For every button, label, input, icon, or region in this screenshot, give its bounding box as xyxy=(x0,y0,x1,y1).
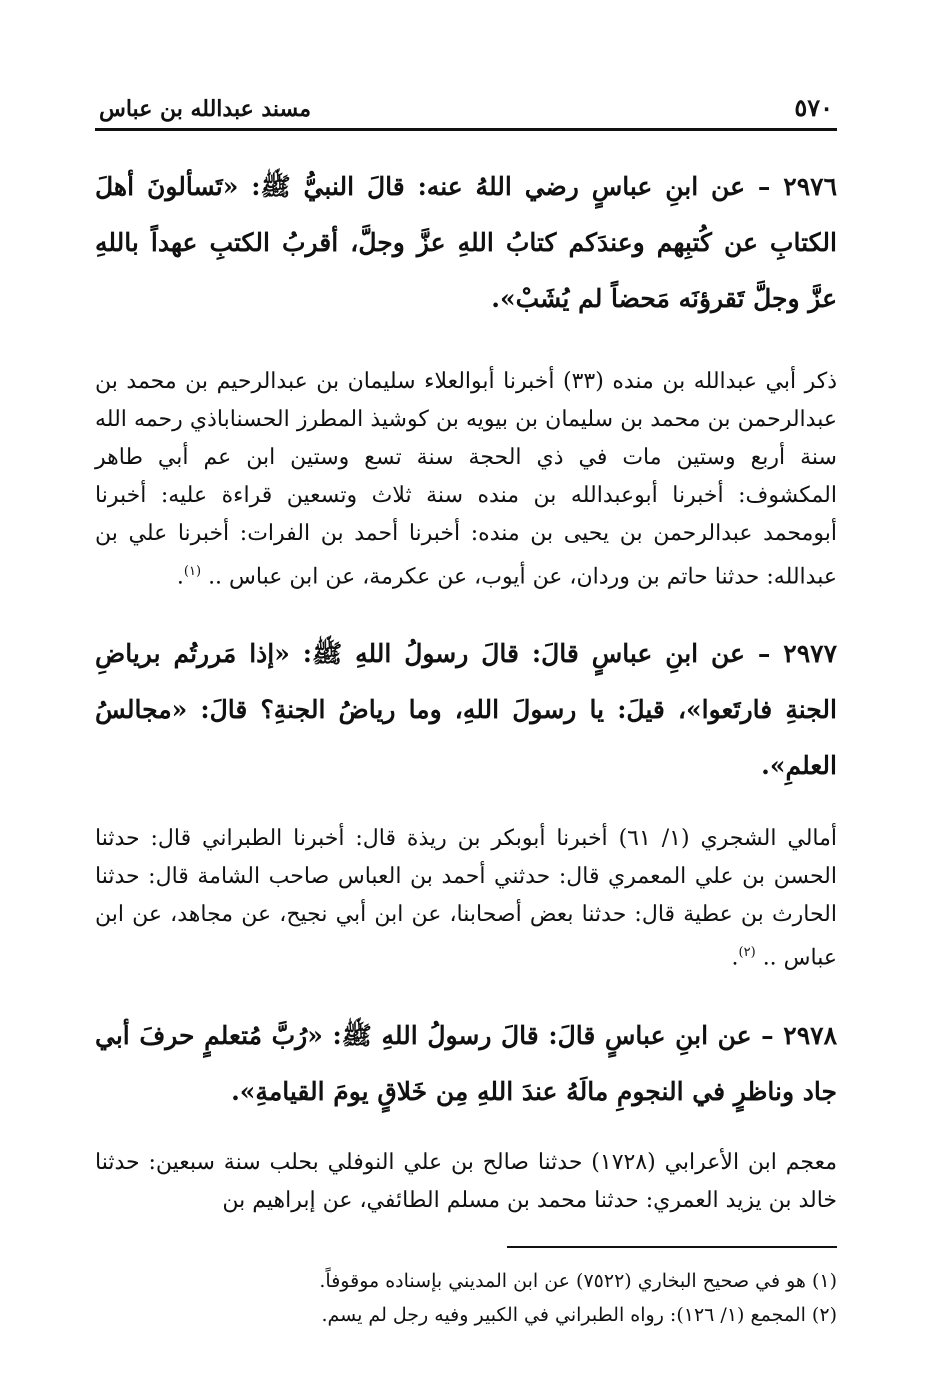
footnote: (١) هو في صحيح البخاري (٧٥٢٢) عن ابن المديني بإسناده موقوفاً. xyxy=(319,1269,837,1292)
footnote-ref: (٢) xyxy=(738,945,756,961)
book-title: مسند عبدالله بن عباس xyxy=(99,96,311,122)
book-page xyxy=(95,80,837,1332)
hadith-text: ٢٩٧٧ – عن ابنِ عباسٍ قالَ: قالَ رسولُ اللهِ ﷺ: «إذا مَررتُم برياضِ الجنةِ فارتَعوا»، قيلَ: يا رسولَ اللهِ، وما رياضُ الجنةِ؟ قالَ: «مجالسُ العلمِ». xyxy=(95,639,837,781)
page-number: ٥٧٠ xyxy=(794,93,833,122)
source-text: ذكر أبي عبدالله بن منده (٣٣) أخبرنا أبوالعلاء سليمان بن عبدالرحيم بن محمد بن عبدالرحمن بن محمد بن سليمان بن بيويه بن كوشيذ المطرز الحسناباذي رحمه الله سنة أربع وستين مات في ذي الحجة سنة تسع وستين ابن عم أبي طاهر المكشوف: أخبرنا أبوعبدالله بن منده سنة ثلاث وتسعين قراءة عليه: أخبرنا أبومحمد عبدالرحمن بن يحيى بن منده: أخبرنا أحمد بن الفرات: أخبرنا علي بن عبدالله: حدثنا حاتم بن وردان، عن أيوب، عن عكرمة، عن ابن عباس .. xyxy=(95,369,837,590)
source-text: معجم ابن الأعرابي (١٧٢٨) حدثنا صالح بن علي النوفلي بحلب سنة سبعين: حدثنا خالد بن يزيد العمري: حدثنا محمد بن مسلم الطائفي، عن إبراهيم بن xyxy=(95,1149,837,1213)
hadith-source: ذكر أبي عبدالله بن منده (٣٣) أخبرنا أبوالعلاء سليمان بن عبدالرحيم بن محمد بن عبدالرحمن بن محمد بن سليمان بن بيويه بن كوشيذ المطرز الحسناباذي رحمه الله سنة أربع وستين مات في ذي الحجة سنة تسع وستين ابن عم أبي طاهر المكشوف: أخبرنا أبوعبدالله بن منده سنة ثلاث وتسعين قراءة عليه: أخبرنا أبومحمد عبدالرحمن بن يحيى بن منده: أخبرنا أحمد بن الفرات: أخبرنا علي بن عبدالله: حدثنا حاتم بن وردان، عن أيوب، عن عكرمة، عن ابن عباس .. $^{(١)}$. xyxy=(95,369,837,590)
source-text: أمالي الشجري (١/ ٦١) أخبرنا أبوبكر بن ريذة قال: أخبرنا الطبراني قال: حدثنا الحسن بن علي المعمري قال: حدثني أحمد بن العباس صاحب الشامة قال: حدثنا الحارث بن عطية قال: حدثنا بعض أصحابنا، عن ابن أبي نجيح، عن مجاهد، عن ابن عباس .. xyxy=(95,826,837,971)
footnote-ref: (١) xyxy=(183,564,202,579)
hadith-source xyxy=(95,1144,837,1220)
footnotes xyxy=(95,1264,837,1332)
hadith-source: أمالي الشجري (١/ ٦١) أخبرنا أبوبكر بن ريذة قال: أخبرنا الطبراني قال: حدثنا الحسن بن علي المعمري قال: حدثني أحمد بن العباس صاحب الشامة قال: حدثنا الحارث بن عطية قال: حدثنا بعض أصحابنا، عن ابن أبي نجيح، عن مجاهد، عن ابن عباس .. $^{(٢)}$. xyxy=(95,826,837,971)
hadith-text: ٢٩٧٦ – عن ابنِ عباسٍ رضي اللهُ عنه: قالَ النبيُّ ﷺ: «تَسألونَ أهلَ الكتابِ عن كُتبِهم وعندَكم كتابُ اللهِ عزَّ وجلَّ، أقربُ الكتبِ عهداً باللهِ عزَّ وجلَّ تَقرؤنَه مَحضاً لم يُشَبْ». xyxy=(95,172,837,313)
hadith-text: ٢٩٧٨ – عن ابنِ عباسٍ قالَ: قالَ رسولُ اللهِ ﷺ: «رُبَّ مُتعلمٍ حرفَ أبي جاد وناظرٍ في النجومِ مالَهُ عندَ اللهِ مِن خَلاقٍ يومَ القيامةِ». xyxy=(95,1020,837,1106)
page-header xyxy=(95,80,837,131)
footnote: (٢) المجمع (١/ ١٢٦): رواه الطبراني في الكبير وفيه رجل لم يسم. xyxy=(321,1303,837,1326)
footnote-divider xyxy=(507,1246,837,1248)
